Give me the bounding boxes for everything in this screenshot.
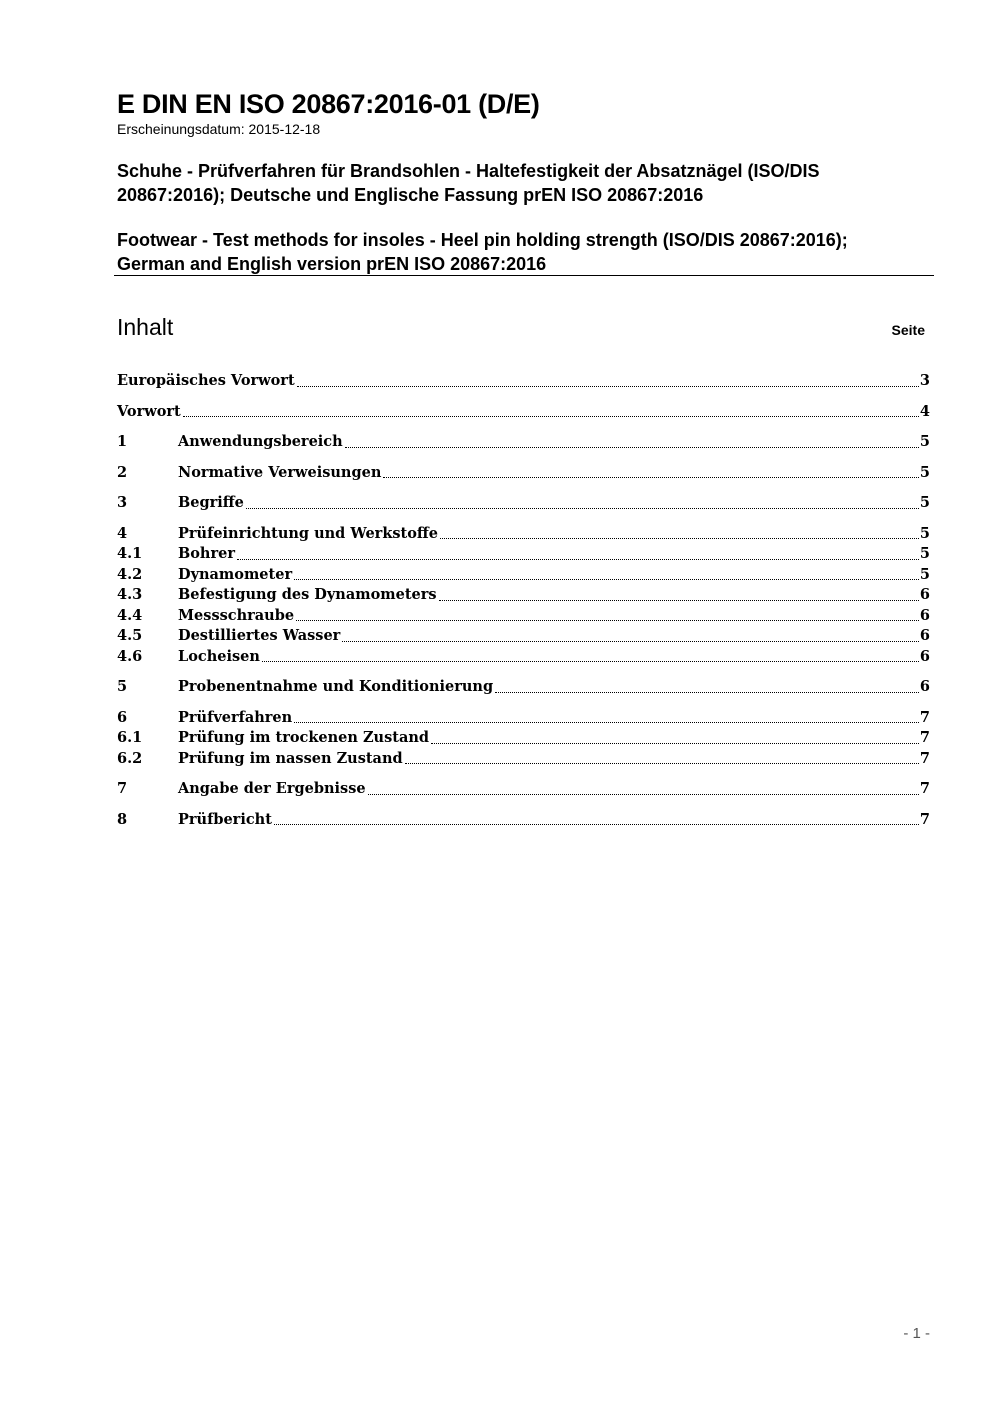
toc-dot-leader	[495, 692, 919, 693]
toc-entry-page: 6	[919, 678, 930, 695]
toc-entry-title: Bohrer	[178, 545, 235, 562]
page-number: - 1 -	[903, 1325, 930, 1342]
toc-entry[interactable]	[117, 677, 930, 698]
toc-entry[interactable]	[117, 463, 930, 484]
toc-dot-leader	[440, 538, 919, 539]
toc-entry-title: Prüfung im nassen Zustand	[178, 749, 403, 767]
toc-entry-title: Anwendungsbereich	[178, 433, 343, 450]
toc-entry[interactable]	[117, 810, 930, 831]
toc-dot-leader	[294, 579, 919, 580]
toc-entry-number: 4.5	[117, 627, 143, 644]
toc-dot-leader	[368, 794, 919, 795]
toc-dot-leader	[431, 743, 919, 744]
toc-entry[interactable]	[117, 493, 930, 514]
toc-entry-title: Locheisen	[178, 647, 260, 665]
toc-entry[interactable]	[117, 749, 930, 770]
toc-dot-leader	[297, 386, 919, 387]
toc-entry-title: Normative Verweisungen	[178, 463, 382, 481]
toc-entry-page: 6	[919, 606, 930, 624]
toc-entry-page: 5	[919, 545, 930, 562]
toc-entry-page: 5	[919, 524, 930, 542]
toc-entry-number: 6.1	[117, 729, 143, 746]
toc-entry-number: 4	[117, 524, 128, 542]
title-german: Schuhe - Prüfverfahren für Brandsohlen - Haltefestigkeit der Absatznägel (ISO/DIS 20867:2016); Deutsche und Englische Fassung prEN ISO 20867:2016	[117, 161, 820, 205]
toc-entry-page: 5	[919, 433, 930, 450]
toc-entry-page: 5	[919, 494, 930, 511]
toc-entry-number: 4.3	[117, 586, 143, 603]
toc-dot-leader	[342, 641, 919, 642]
toc-entry-page: 7	[919, 780, 930, 797]
toc-entry-page: 7	[919, 708, 930, 726]
toc-page-column-label: Seite	[891, 322, 925, 338]
toc-dot-leader	[345, 447, 919, 448]
toc-entry[interactable]	[117, 432, 930, 453]
document-title: E DIN EN ISO 20867:2016-01 (D/E)	[117, 89, 540, 119]
toc-entry[interactable]	[117, 647, 930, 668]
toc-dot-leader	[237, 559, 919, 560]
toc-entry-title: Vorwort	[117, 402, 181, 420]
header-divider	[114, 275, 934, 276]
toc-entry-page: 3	[919, 372, 930, 389]
toc-entry-page: 6	[919, 647, 930, 665]
toc-entry-number: 6	[117, 708, 128, 726]
toc-dot-leader	[183, 416, 919, 417]
toc-entry[interactable]	[117, 402, 930, 423]
toc-entry-page: 7	[919, 749, 930, 767]
toc-dot-leader	[405, 763, 919, 764]
toc-entry-title: Destilliertes Wasser	[178, 627, 341, 644]
toc-entry-page: 7	[919, 810, 930, 828]
toc-entry-number: 6.2	[117, 749, 143, 767]
toc-entry[interactable]	[117, 524, 930, 545]
toc-entry-title: Prüfung im trockenen Zustand	[178, 729, 430, 746]
toc-entry[interactable]	[117, 728, 930, 749]
toc-entry[interactable]	[117, 544, 930, 565]
toc-dot-leader	[262, 661, 919, 662]
toc-entry-title: Begriffe	[178, 494, 244, 511]
toc-entry-title: Europäisches Vorwort	[117, 372, 295, 389]
toc-entry-title: Prüfverfahren	[178, 708, 293, 726]
toc-entry[interactable]	[117, 779, 930, 800]
toc-entry-title: Prüfbericht	[178, 810, 272, 828]
toc-dot-leader	[246, 508, 919, 509]
table-of-contents	[117, 371, 930, 830]
toc-entry-title: Probenentnahme und Konditionierung	[178, 678, 494, 695]
toc-entry-page: 5	[919, 463, 930, 481]
toc-entry[interactable]	[117, 565, 930, 586]
toc-entry-page: 4	[919, 402, 930, 420]
toc-entry-number: 4.4	[117, 606, 143, 624]
toc-entry-number: 2	[117, 463, 128, 481]
toc-dot-leader	[439, 600, 919, 601]
toc-entry[interactable]	[117, 585, 930, 606]
toc-dot-leader	[274, 824, 919, 825]
publication-date: Erscheinungsdatum: 2015-12-18	[117, 121, 321, 137]
toc-dot-leader	[294, 722, 919, 723]
toc-entry-title: Befestigung des Dynamometers	[178, 586, 437, 603]
toc-entry-number: 4.2	[117, 565, 143, 583]
title-english: Footwear - Test methods for insoles - Heel pin holding strength (ISO/DIS 20867:2016); German and English version prEN ISO 20867:2016	[117, 230, 848, 274]
toc-entry[interactable]	[117, 606, 930, 627]
toc-entry-number: 3	[117, 494, 128, 511]
toc-entry-title: Messschraube	[178, 606, 295, 624]
toc-entry[interactable]	[117, 626, 930, 647]
toc-entry-title: Angabe der Ergebnisse	[178, 780, 366, 797]
toc-dot-leader	[383, 477, 919, 478]
toc-entry-page: 6	[919, 627, 930, 644]
toc-entry-title: Prüfeinrichtung und Werkstoffe	[178, 524, 439, 542]
toc-entry[interactable]	[117, 371, 930, 392]
toc-heading: Inhalt	[117, 314, 174, 340]
toc-entry-page: 5	[919, 565, 930, 583]
toc-entry-page: 7	[919, 729, 930, 746]
toc-entry[interactable]	[117, 708, 930, 729]
toc-entry-number: 8	[117, 810, 128, 828]
toc-entry-number: 4.6	[117, 647, 143, 665]
toc-dot-leader	[296, 620, 919, 621]
toc-entry-title: Dynamometer	[178, 565, 293, 583]
toc-entry-number: 4.1	[117, 545, 143, 562]
toc-entry-number: 7	[117, 780, 128, 797]
toc-entry-number: 5	[117, 678, 128, 695]
toc-entry-page: 6	[919, 586, 930, 603]
toc-entry-number: 1	[117, 433, 128, 450]
